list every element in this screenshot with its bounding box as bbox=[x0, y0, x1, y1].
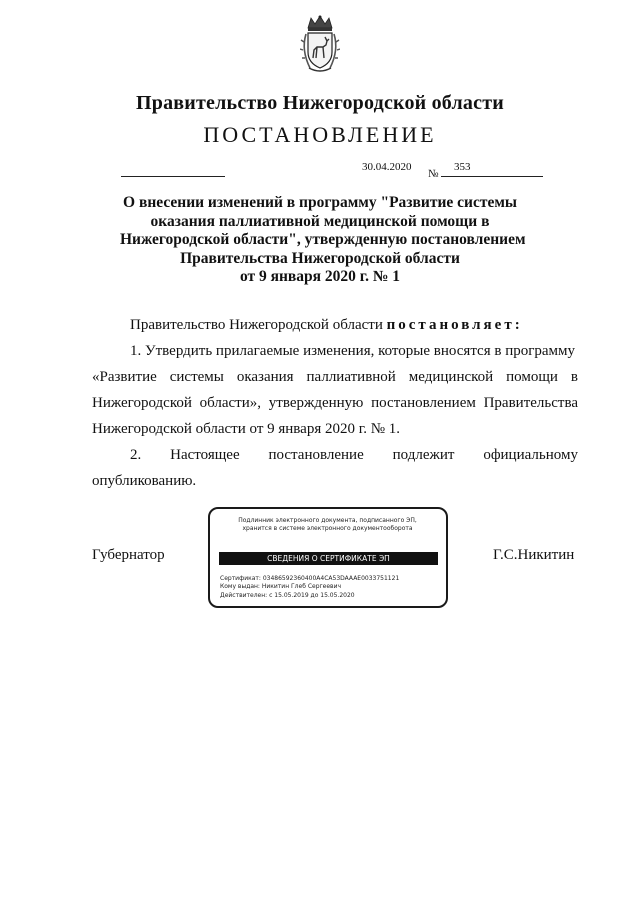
document-title bbox=[120, 194, 526, 287]
title-line: О внесении изменений в программу "Развитие системы bbox=[123, 194, 517, 211]
government-name: Правительство Нижегородской области bbox=[136, 92, 504, 114]
title-line: Правительства Нижегородской области bbox=[180, 249, 460, 267]
certificate-owner: Кому выдан: Никитин Глеб Сергеевич bbox=[220, 583, 342, 591]
certificate-serial: Сертификат: 03486592360400A4CA53DAAAE0033751121 bbox=[220, 575, 400, 582]
item-1-text: «Развитие системы оказания паллиативной медицинской помощи в Нижегородской области», утвержденную постановлением Правительства Нижегородской области от 9 января 2020 г. № 1. bbox=[92, 369, 578, 437]
e-signature-stamp bbox=[208, 507, 448, 608]
title-line: Нижегородской области", утвержденную постановлением bbox=[120, 231, 526, 248]
signatory-position: Губернатор bbox=[92, 547, 165, 563]
number-sign: № bbox=[428, 168, 439, 180]
certificate-info-bar: СВЕДЕНИЯ О СЕРТИФИКАТЕ ЭП bbox=[219, 552, 438, 565]
item-2-word: постановление bbox=[268, 447, 364, 463]
stamp-header-line: Подлинник электронного документа, подписанного ЭП, bbox=[238, 517, 417, 524]
stamp-header bbox=[210, 517, 445, 533]
item-2-word: официальному bbox=[483, 447, 578, 463]
title-line: оказания паллиативной медицинской помощи в bbox=[150, 212, 490, 230]
intro-prefix: Правительство Нижегородской области bbox=[130, 317, 387, 333]
resolves-word: постановляет: bbox=[386, 317, 523, 333]
item-2-continuation: опубликованию. bbox=[92, 473, 197, 489]
item-2-word: подлежит bbox=[392, 447, 455, 463]
item-1-line1: 1. Утвердить прилагаемые изменения, которые вносятся в программу bbox=[130, 343, 576, 359]
certificate-validity: Действителен: с 15.05.2019 до 15.05.2020 bbox=[220, 591, 355, 599]
document-type: ПОСТАНОВЛЕНИЕ bbox=[203, 122, 437, 147]
number-underline bbox=[441, 176, 543, 177]
document-number: 353 bbox=[454, 161, 471, 173]
item-2-word: 2. bbox=[130, 447, 142, 463]
date-blank-line bbox=[121, 176, 225, 177]
item-2-line bbox=[92, 442, 578, 468]
certificate-details bbox=[220, 575, 399, 600]
title-line: от 9 января 2020 г. № 1 bbox=[239, 268, 401, 285]
document-body bbox=[92, 312, 578, 494]
coat-of-arms-icon bbox=[300, 14, 340, 74]
signatory-name: Г.С.Никитин bbox=[493, 547, 575, 563]
item-2-word: Настоящее bbox=[170, 447, 240, 463]
resolution-intro bbox=[92, 312, 578, 338]
stamp-header-line: хранится в системе электронного документооборота bbox=[242, 525, 413, 532]
document-date: 30.04.2020 bbox=[362, 161, 412, 173]
